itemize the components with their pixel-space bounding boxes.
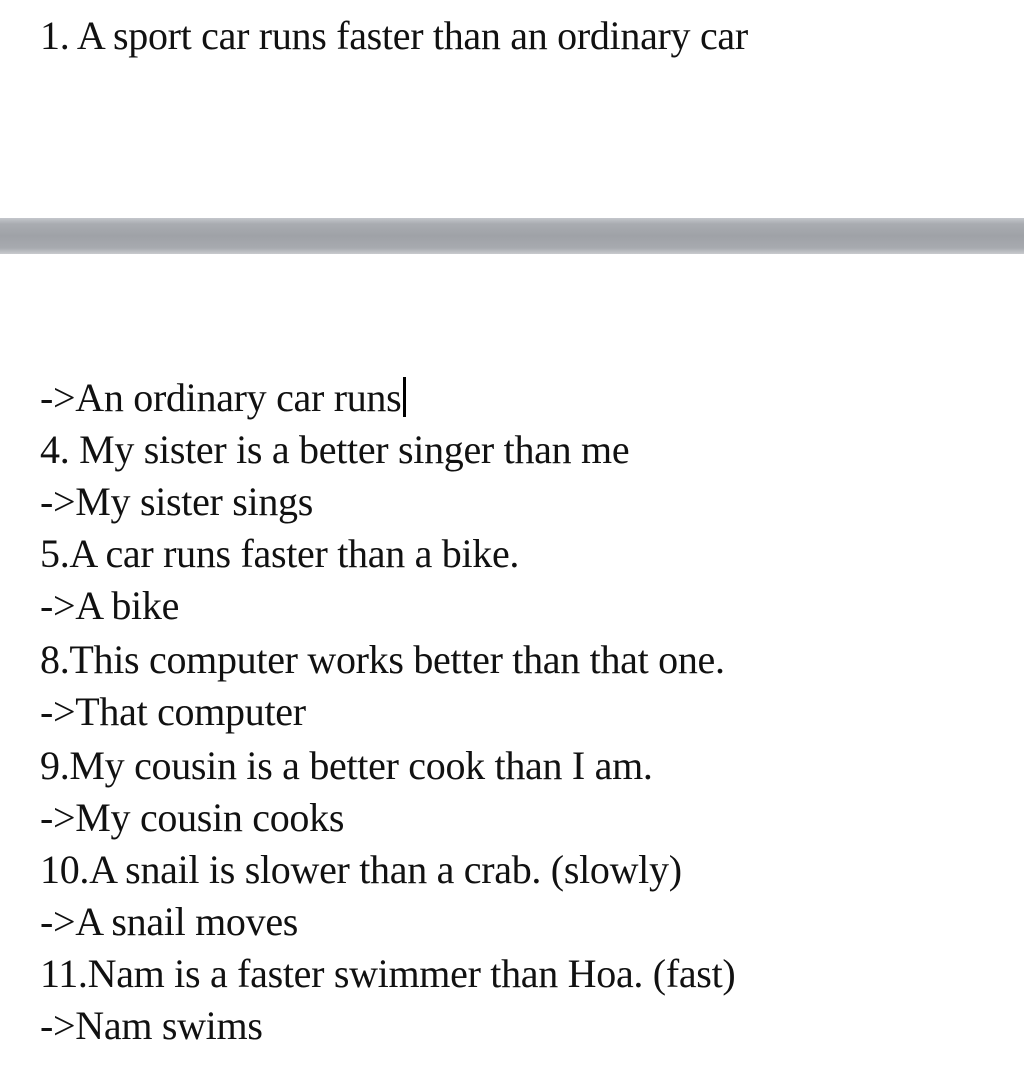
exercise-line-1: 1. A sport car runs faster than an ordinary car: [40, 13, 748, 58]
page-break-separator: [0, 218, 1024, 254]
answer-line: ->A snail moves: [40, 899, 299, 944]
exercise-line: 8.This computer works better than that one.: [40, 637, 725, 682]
answer-line: ->That computer: [40, 689, 306, 734]
exercise-line: 11.Nam is a faster swimmer than Hoa. (fast): [40, 951, 736, 996]
answer-line: ->My sister sings: [40, 479, 314, 524]
answer-line: ->My cousin cooks: [40, 795, 345, 840]
document-page-top: [0, 0, 1024, 218]
answer-line: ->Nam swims: [40, 1003, 263, 1048]
exercise-line: 4. My sister is a better singer than me: [40, 427, 630, 472]
answer-line: ->A bike: [40, 583, 180, 628]
text-cursor: [403, 377, 406, 417]
exercise-line: 5.A car runs faster than a bike.: [40, 531, 520, 576]
answer-line[interactable]: [40, 372, 406, 424]
answer-text: ->An ordinary car runs: [40, 375, 402, 420]
exercise-line: 10.A snail is slower than a crab. (slowly): [40, 847, 682, 892]
exercise-line: 9.My cousin is a better cook than I am.: [40, 743, 653, 788]
